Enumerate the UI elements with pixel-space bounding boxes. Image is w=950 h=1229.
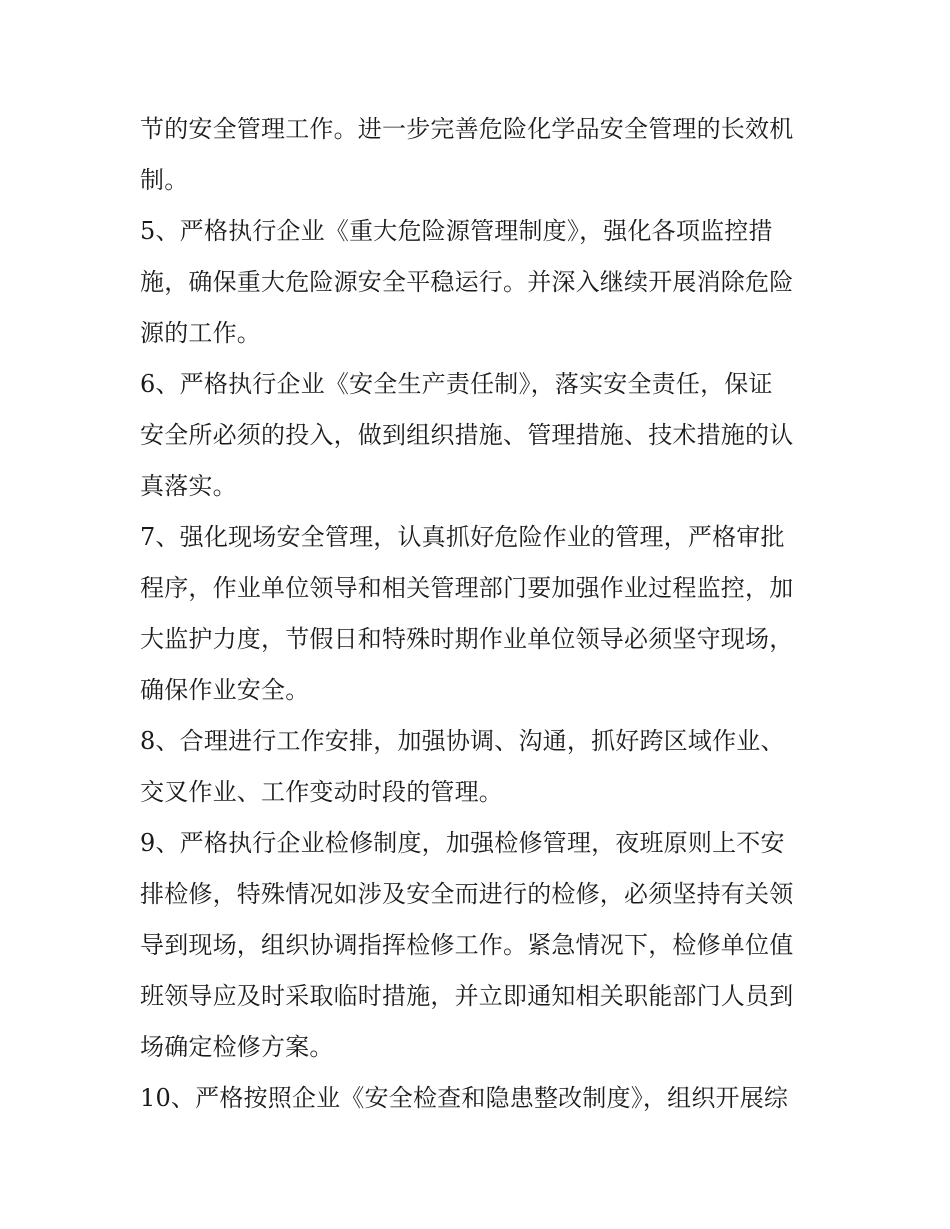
- text-line: 班领导应及时采取临时措施，并立即通知相关职能部门人员到: [140, 982, 794, 1010]
- paragraph-item-6: [140, 359, 812, 512]
- text-line: 程序，作业单位领导和相关管理部门要加强作业过程监控，加: [140, 574, 794, 602]
- paragraph-item-10: [140, 1073, 812, 1124]
- text-line: 10、严格按照企业《安全检查和隐患整改制度》，组织开展综: [140, 1084, 789, 1112]
- paragraph-item-9: [140, 818, 812, 1073]
- text-line: 真落实。: [140, 472, 237, 500]
- text-line: 安全所必须的投入，做到组织措施、管理措施、技术措施的认: [140, 421, 794, 449]
- text-line: 确保作业安全。: [140, 676, 310, 704]
- paragraph-4-continuation: [140, 104, 812, 206]
- text-line: 导到现场，组织协调指挥检修工作。紧急情况下，检修单位值: [140, 931, 794, 959]
- text-line: 8、合理进行工作安排，加强协调、沟通，抓好跨区域作业、: [140, 727, 785, 755]
- text-line: 场确定检修方案。: [140, 1033, 334, 1061]
- paragraph-item-5: [140, 206, 812, 359]
- text-line: 排检修，特殊情况如涉及安全而进行的检修，必须坚持有关领: [140, 880, 794, 908]
- text-line: 交叉作业、工作变动时段的管理。: [140, 778, 503, 806]
- text-line: 施，确保重大危险源安全平稳运行。并深入继续开展消除危险: [140, 268, 794, 296]
- paragraph-item-8: [140, 716, 812, 818]
- text-line: 5、严格执行企业《重大危险源管理制度》，强化各项监控措: [140, 217, 773, 245]
- text-line: 制。: [140, 166, 189, 194]
- text-line: 6、严格执行企业《安全生产责任制》，落实安全责任，保证: [140, 370, 773, 398]
- text-line: 7、强化现场安全管理，认真抓好危险作业的管理，严格审批: [140, 523, 785, 551]
- text-line: 节的安全管理工作。进一步完善危险化学品安全管理的长效机: [140, 115, 794, 143]
- document-body: [140, 104, 812, 1124]
- text-line: 大监护力度，节假日和特殊时期作业单位领导必须坚守现场，: [140, 625, 794, 653]
- text-line: 9、严格执行企业检修制度，加强检修管理，夜班原则上不安: [140, 829, 785, 857]
- paragraph-item-7: [140, 512, 812, 716]
- text-line: 源的工作。: [140, 319, 261, 347]
